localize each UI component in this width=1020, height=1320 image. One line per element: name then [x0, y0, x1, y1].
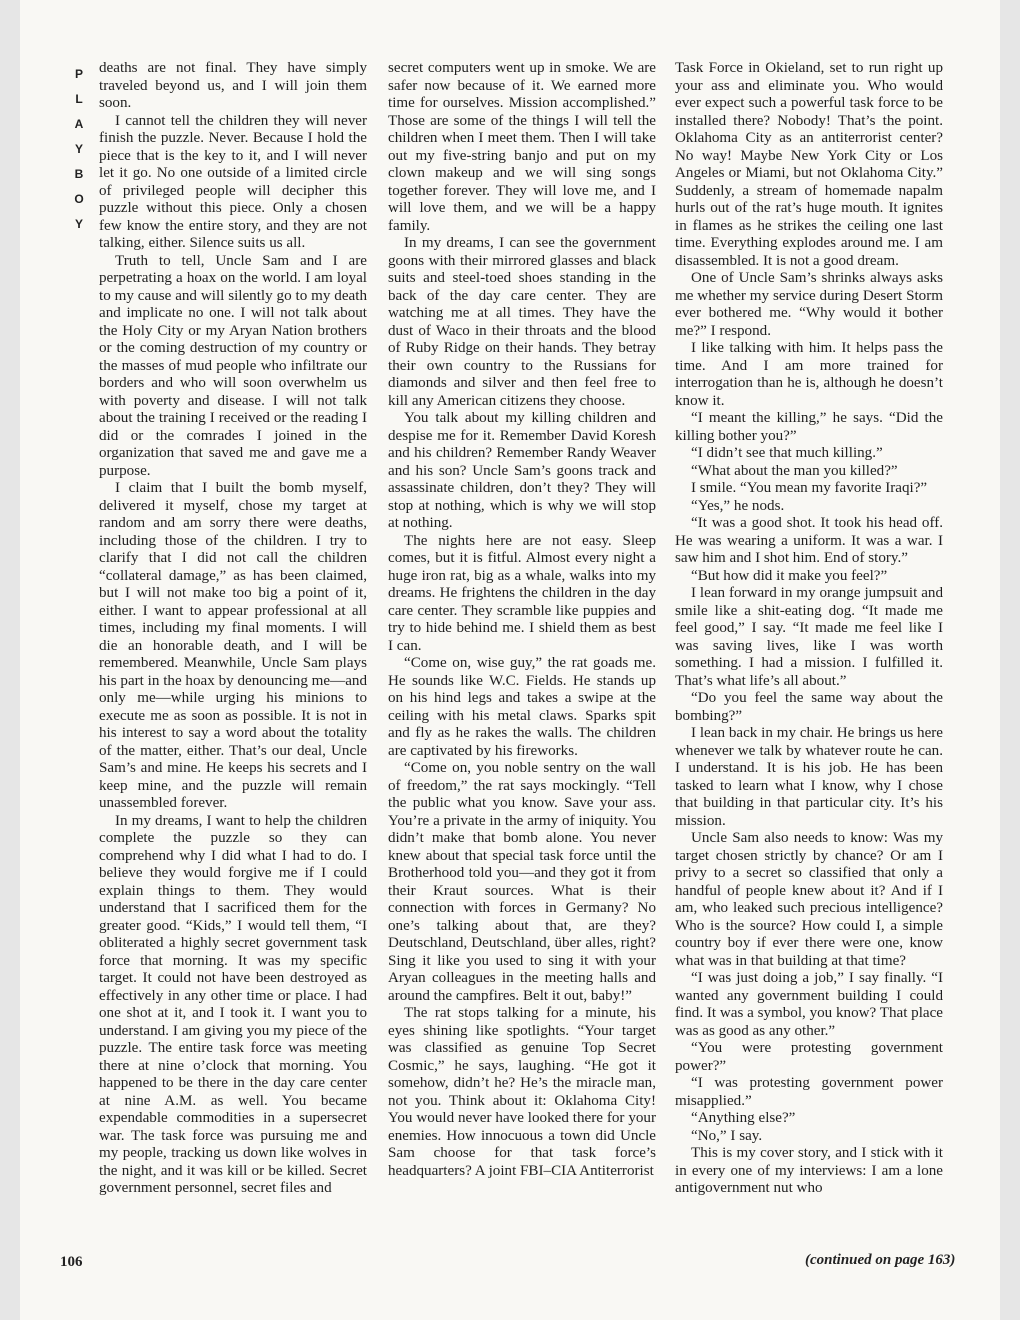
masthead-letter: A	[74, 117, 84, 131]
paragraph: secret computers went up in smoke. We are safer now because of it. We earned more time for ourselves. Mission accomplished.” Those are some of the things I will tell the children when I meet them. Then I will take out my five-string banjo and put on my clown makeup and we will sing songs together forever. They will love me, and I will love them, and we will be a happy family.	[388, 60, 656, 234]
paragraph: Uncle Sam also needs to know: Was my target chosen strictly by chance? Or am I privy to a secret so classified that only a handful of people knew about it? And if I am, who leaked such precious intelligence? Who is the source? How could I, a simple country boy if ever there were one, know what was in that building at that time?	[675, 830, 943, 969]
paragraph: One of Uncle Sam’s shrinks always asks me whether my service during Desert Storm ever bothered me. “Why would it bother me?” I respond.	[675, 270, 943, 339]
paragraph: In my dreams, I can see the government goons with their mirrored glasses and black suits and steel-toed shoes standing in the back of the day care center. They are watching me at all times. They have the dust of Waco in their throats and the blood of Ruby Ridge on their hands. They betray their own country to the Russians for diamonds and silver and then feel free to kill any American citizens they choose.	[388, 235, 656, 409]
paragraph: “Do you feel the same way about the bombing?”	[675, 690, 943, 724]
paragraph: “I was protesting government power misapplied.”	[675, 1075, 943, 1109]
paragraph: I lean forward in my orange jumpsuit and smile like a shit-eating dog. “It made me feel good,” I say. “It made me feel like I was saving lives, like I was worth something. I had a mission. I fulfilled it. That’s what life’s all about.”	[675, 585, 943, 689]
paragraph: “I didn’t see that much killing.”	[691, 445, 883, 461]
paragraph: The nights here are not easy. Sleep comes, but it is fitful. Almost every night a huge iron rat, big as a whale, walks into my dreams. He frightens the children in the day care center. They scramble like puppies and try to hide behind me. I shield them as best I can.	[388, 532, 656, 654]
paragraph: This is my cover story, and I stick with it in every one of my interviews: I am a lone antigovernment nut who	[675, 1145, 943, 1196]
paragraph: You talk about my killing children and despise me for it. Remember David Koresh and his children? Remember Randy Weaver and his son? Uncle Sam’s goons track and assassinate children, don’t they? They will stop at nothing, which is why we will stop at nothing.	[388, 410, 656, 531]
paragraph: In my dreams, I want to help the children complete the puzzle so they can comprehend why I did what I had to do. I believe they would forgive me if I could explain things to them. They would understand that I sacrificed them for the greater good. “Kids,” I would tell them, “I obliterated a highly secret government task force that morning. It was my specific target. It could not have been destroyed as effectively in any other time or place. I had one shot at it, and I took it. I want you to understand. I am giving you my piece of the puzzle. The entire task force was meeting there at nine o’clock that morning. You happened to be there in the day care center at nine A.M. as well. You became expendable commodities in a supersecret war. The task force was pursuing me and my people, tracking us down like wolves in the night, and it was kill or be killed. Secret government personnel, secret files and	[99, 812, 367, 1196]
paragraph: “Come on, you noble sentry on the wall of freedom,” the rat says mockingly. “Tell the public what you know. Save your ass. You’re a private in the army of iniquity. You didn’t make that bomb alone. You never knew about that special task force until the Brotherhood told you—and they got it from their Kraut sources. What is their connection with forces in Germany? No one’s talking about that, are they? Deutschland, Deutschland, über alles, right? Sing it like you used to sing it with your Aryan colleagues in the meeting halls and around the campfires. Belt it out, baby!”	[388, 760, 656, 1004]
paragraph: I like talking with him. It helps pass the time. And I am more trained for interrogation than he is, although he doesn’t know it.	[675, 340, 943, 409]
paragraph: The rat stops talking for a minute, his eyes shining like spotlights. “Your target was classified as genuine Top Secret Cosmic,” he says, laughing. “He got it somehow, didn’t he? He’s the miracle man, not you. Think about it: Oklahoma City! You would never have looked there for your enemies. How innocuous a town did Uncle Sam choose for that task force’s headquarters? A joint FBI–CIA Antiterrorist	[388, 1005, 656, 1179]
continued-note: (continued on page 163)	[805, 1252, 956, 1268]
masthead-letter: Y	[74, 142, 83, 156]
paragraph: “You were protesting government power?”	[675, 1040, 943, 1074]
paragraph: I smile. “You mean my favorite Iraqi?”	[691, 480, 928, 496]
paragraph: “I was just doing a job,” I say finally. “I wanted any government building I could find. It was a symbol, you know? That place was as good as any other.”	[675, 970, 943, 1039]
text-column-2	[388, 60, 656, 1280]
paragraph: I claim that I built the bomb myself, delivered it myself, chose my target at random and am sorry there were deaths, including those of the children. I try to clarify that I did not call the children “collateral damage,” as has been claimed, but I will not make too big a point of it, either. I want to appear professional at all times, including my final moments. I will die an honorable death, and I will be remembered. Meanwhile, Uncle Sam plays his part in the hoax by denouncing me—and only me—while urging his minions to execute me as soon as possible. It is not in his interest to say a word about the totality of the matter, either. That’s our deal, Uncle Sam’s and mine. He keeps his secrets and I keep mine, and the puzzle will remain unassembled forever.	[99, 480, 367, 811]
text-column-3	[675, 60, 943, 1280]
masthead-letter: Y	[74, 217, 83, 231]
paragraph: Task Force in Okieland, set to run right up your ass and eliminate you. Who would ever expect such a powerful task force to be installed there? Nobody! That’s the point. Oklahoma City as an antiterrorist center? No way! Maybe New York City or Los Angeles or Miami, but not Oklahoma City.” Suddenly, a stream of homemade napalm hurls out of the rat’s huge mouth. It ignites in flames as he strikes the ceiling one last time. Everything explodes around me. I am disassembled. It is not a good dream.	[675, 60, 943, 269]
paragraph: “It was a good shot. It took his head off. He was wearing a uniform. It was a war. I saw him and I shot him. End of story.”	[675, 515, 943, 566]
page-number: 106	[60, 1254, 83, 1270]
paragraph: Truth to tell, Uncle Sam and I are perpetrating a hoax on the world. I am loyal to my cause and will silently go to my death and implicate no one. I will not talk about the Holy City or my Aryan Nation brothers or the coming destruction of my country or the masses of mud people who infiltrate our borders and who will soon overwhelm us with poverty and disease. I will not talk about the training I received or the reading I did or the comrades I joined in the organization that saved me and gave me a purpose.	[99, 252, 367, 479]
masthead-letter: O	[74, 192, 84, 206]
paragraph: “But how did it make you feel?”	[691, 567, 888, 584]
paragraph: “No,” I say.	[691, 1127, 763, 1144]
paragraph: “Yes,” he nods.	[691, 497, 785, 514]
text-column-1	[99, 60, 367, 1280]
paragraph: I cannot tell the children they will never finish the puzzle. Never. Because I hold the piece that is the key to it, and I will never let it go. No one outside of a limited circle of privileged people will decipher this puzzle without this piece. Only a chosen few know the entire story, and they are not talking, either. Silence suits us all.	[99, 112, 367, 251]
masthead-letter: L	[75, 92, 83, 106]
masthead-letter: B	[74, 167, 84, 181]
paragraph: I lean back in my chair. He brings us here whenever we talk by whatever route he can. I understand. It is his job. He has been tasked to learn what I know, why I chose that building in that particular city. It’s his mission.	[675, 725, 943, 829]
paragraph: “I meant the killing,” he says. “Did the killing bother you?”	[675, 410, 943, 444]
paragraph: “What about the man you killed?”	[691, 462, 898, 479]
magazine-page	[20, 0, 1000, 1320]
magazine-masthead-vertical	[72, 62, 86, 237]
masthead-letter: P	[74, 67, 83, 81]
paragraph: “Come on, wise guy,” the rat goads me. He sounds like W.C. Fields. He stands up on his hind legs and takes a swipe at the ceiling with his metal claws. Sparks spit and fly as he rakes the walls. The children are captivated by his fireworks.	[388, 655, 656, 759]
paragraph: deaths are not final. They have simply traveled beyond us, and I will join them soon.	[99, 60, 367, 111]
paragraph: “Anything else?”	[691, 1110, 796, 1126]
